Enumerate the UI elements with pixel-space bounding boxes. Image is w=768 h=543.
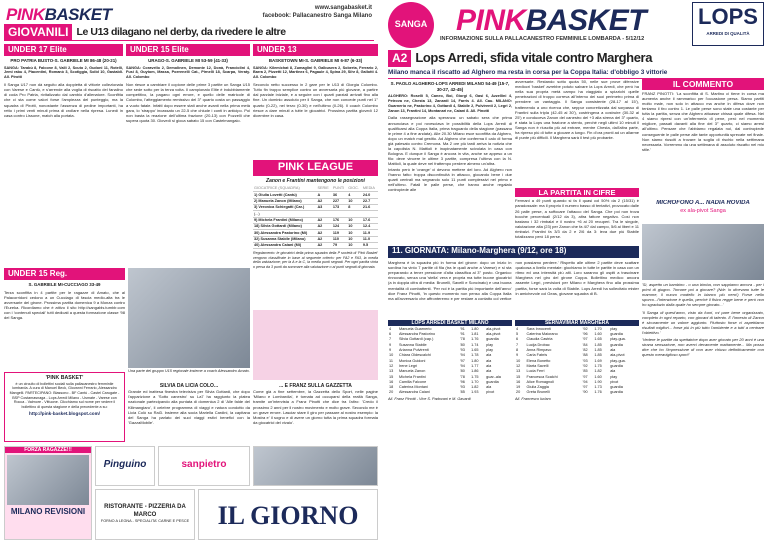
roster-cell: play — [610, 326, 618, 331]
roster-cell: guardia — [610, 331, 623, 336]
roster-row — [388, 390, 512, 395]
roster-cell: Alice Romagnoli — [526, 379, 554, 384]
roster-cell: 4 — [389, 326, 392, 331]
roster-cell: Lucia Ferri — [526, 369, 545, 374]
roster-cell: '91 — [459, 326, 465, 331]
roster-lops-title: LOPS ARREDI BASKET MILANO — [388, 320, 512, 326]
u15-reg-body: Terza sconfitta in 4 partite per le ragazze di Amato, che al Palacorridoni cedono a un Cucciago di fascia medio-alta tra le avversarie del girone. Prossima partita domenica 9 a Monza contro l'Eureka. Ricordiamo che è attivo il sito http://sangabls.tumblr.com con i 'contenuti speciali' tutti dedicati a questa formazione classe '98 del Sanga. — [4, 289, 125, 321]
pink-basket-link[interactable]: http://pink-basket.blogspot.com/ — [29, 410, 100, 416]
table-row: 9) Michela Frantini (Milano) A2 176 10 17.6 — [253, 217, 378, 223]
u13-section — [253, 44, 378, 157]
roster-cell: Arianna Pulvirenti — [398, 347, 429, 352]
match-body-3: avversarie. Restando sotto quota 50, nelle sue prove difensive mediocri 'basket' avrebbe potuto salvare la Lops Arredi, che però ha nella sua propria metà campo ha viaggiato a spizzichi quelle penetrazioni di troppo correva all'interno dei suoi perimetro prima di prendere un vantaggio. Il Sanga consistente (28-17 al 15'), trattenendo a uno ricerca che, seppur concretizzata dal sorpasso di Frantini sulla tripla (42-45 al 30'), costringeva a costruire (30-32 al 25') e conduceva Zanon del canestro del +3 alla sirena del 3° quarto, è stata la Lops una frazione a stento, perché negli ultimi 10 minuti il Sanga non è riuscita più ad entrare, mentre Chesta, dall'altra parte, ha ripreso più di tutte a giocare a lungo. Fin d'ora pronti ad un allarme di punte più difficili. Il Marghera sarà il test più probante. — [515, 79, 639, 141]
match-body-2: Intanto però le 'orange' ci devono mettere del loro. Ad Alghero non l'hanno fatto: troppa discontinuità in attacco, giocando bene i due quarti centrali ma segnando solo 11 punti complessivi nel primo e nell'ultimo. Fatali le palle perse, che hanno anche regalato contropiede alle — [388, 166, 512, 192]
roster-cell: '97 — [582, 337, 588, 342]
roster-cell: '80 — [459, 342, 465, 347]
roster-row — [515, 390, 639, 395]
silvia-body: Grande ed inattesa finestra televisiva per Silvia Gottardi, che dopo l'apparizione a 'Sotto canestro' su La7 ha raggiunto la platea nazionale partecipando alla puntata di domenica 2 di 'Alle falde del Kilimangiaro', il celebre programma di viaggi e natura condotto da Licia Colò su Rai3. Insieme alla socia Mariella Cardini, la capitana del Sanga ha parlato dei suoi viaggi estivi benefici con la 'GazzaMobile'. — [128, 389, 250, 425]
roster-cell: 9 — [389, 342, 392, 347]
roster-cell: '94 — [582, 379, 588, 384]
roster-cell: '80 — [459, 369, 465, 374]
microfono-quotes — [642, 282, 764, 540]
roster-cell: '85 — [582, 369, 588, 374]
roster-cell: 7 — [516, 342, 519, 347]
roster-cell: Lucija Drobac — [526, 342, 550, 347]
ad-sanga-panel[interactable] — [253, 446, 378, 486]
roster-cell: 6 — [516, 337, 519, 342]
roster-cell: Irene Legrì — [398, 363, 418, 368]
col-header: SERIE — [316, 186, 331, 192]
lops-logo-sub: ARREDI DI QUALITÀ — [706, 30, 750, 36]
roster-cell: Carla Fabris — [526, 353, 548, 358]
pink-basket-box — [4, 372, 125, 442]
roster-cell: ala — [610, 347, 616, 352]
sanga-logo-text: SANGA — [394, 19, 428, 30]
forza-label: FORZA RAGAZZE!!! — [5, 447, 91, 453]
roster-cell: 10 — [516, 358, 521, 363]
roster-cell: Caterina Montani — [398, 385, 428, 390]
masthead-basket: BASKET — [525, 4, 647, 37]
roster-cell: '97 — [459, 358, 465, 363]
roster-cell: 1.85 — [594, 342, 602, 347]
roster-cell: guardia — [486, 337, 499, 342]
u13-roster: SANGA: Kilemichat 8, Zumaglini 9, Galbusera 2, Soberta, Ferrario 2, Barra 2, Pizzetti 12, Martinez 6, Pagaule 4, Spina 29, Sihr 8, Gallotti 4. All. Colombo — [253, 65, 378, 80]
roster-cell: Silvia Gottardi (cap.) — [398, 337, 434, 342]
roster-cell: Manuela Guarnerio — [398, 326, 432, 331]
roster-cell: 1.85 — [594, 347, 602, 352]
roster-cell: ala — [486, 353, 492, 358]
roster-cell: 1.60 — [594, 374, 602, 379]
match-roster: ALGHERO: Roselli 5, Caneo, Boi, Giorgi 6, Gasi 6, Azzellini 4, Petrova ne, Chesta 13, Zanardi 14, Farris 4. All. Cau. MILANO: Guarnerio ne, Pastorino 4, Gottardi 4, Stabile 2, Pulvirenti 2, Legri 2, Zanon 13, Frantini 14, Montanari ne, Caiani 8. All. Pinotti — [388, 94, 512, 113]
giornata-body — [388, 260, 639, 318]
pink-league-subtitle: Zanon e Frantini mantengono le posizioni — [266, 177, 365, 184]
sanga-ad-photo — [254, 447, 377, 485]
roster-cell: 15 — [389, 374, 394, 379]
roster-cell: '90 — [582, 390, 588, 395]
roster-cell: 1.93 — [471, 390, 479, 395]
right-subhead: Milano manca il riscatto ad Alghero ma resta in corsa per la Coppa Italia: d'obbligo 3 vittorie — [388, 69, 764, 79]
match-report-col2 — [515, 79, 639, 185]
roster-cell: 1.82 — [471, 385, 479, 390]
roster-cell: 20 — [389, 390, 394, 395]
roster-cell: 7 — [389, 337, 392, 342]
u15-reg-title: UNDER 15 Reg. — [4, 268, 125, 280]
roster-cell: '96 — [582, 331, 588, 336]
facebook-link[interactable]: facebook: Pallacanestro Sanga Milano — [262, 12, 372, 19]
right-page — [384, 0, 768, 543]
match-title: S. PAOLO ALGHERO-LOPS ARREDI MILANO 54-49 (15-7, 30-27, 42-45) — [390, 81, 510, 92]
roster-cell: 1.70 — [594, 326, 602, 331]
roster-cell: 1.70 — [471, 379, 479, 384]
roster-cell: 4 — [516, 326, 519, 331]
giovanili-label: GIOVANILI — [4, 24, 72, 41]
roster-cell: 1.86 — [471, 369, 479, 374]
col-header: MEDIA — [362, 186, 378, 192]
commento-section — [642, 79, 764, 199]
roster-cell: ala-pivot — [486, 331, 501, 336]
roster-marghera-table — [515, 326, 639, 395]
u15-elite-title: UNDER 15 Elite — [126, 44, 250, 56]
u15-reg-section — [4, 268, 125, 368]
roster-cell: 1.85 — [594, 353, 602, 358]
microfono-title: MICROFONO A... NADIA ROVIDA — [656, 200, 750, 206]
roster-cell: 5 — [516, 331, 519, 336]
u15-elite-body: Non riesce a cambiare il copione delle prime 3 partite un Sanga U15 che sede sotto per la terza volta. Il campionato Elite è indubbiamente competitivo, la pagano ogni errore, e quello delle matricole di Colombo, l'atteggiamento remissivo del 3° quarto costa un passaggio a vuoto fatale. Infatti dopo essere stati anche avanti nella prima metà gara, lo 'strappo' incassato un 22-5 che chiude i conti in anticipo. Poi non basta la reazione dell'ultima frazione (20-13) con Pozzelli che supera quota 30. Giovedì si gioca sabato 15 con Castelmangaio. — [126, 82, 250, 123]
roster-cell: '84 — [582, 342, 588, 347]
roster-cell: '78 — [459, 374, 465, 379]
sanpietro-logo: sanpietro — [181, 459, 227, 470]
u15-elite-section — [126, 44, 250, 266]
ad-ristorante[interactable] — [95, 489, 195, 540]
partita-cifre-section — [515, 188, 639, 244]
pink-basket-box-title: 'PINK BASKET' — [45, 375, 84, 381]
roster-cell: 1.82 — [594, 369, 602, 374]
commento-title: IL COMMENTO — [642, 79, 764, 90]
roster-cell: pivot — [610, 379, 619, 384]
roster-cell: 1.73 — [594, 385, 602, 390]
roster-cell: play-gua. — [610, 337, 626, 342]
photo-caption: Una parte del gruppo U15 regionale insieme a coach Alessandro Amato. — [128, 369, 250, 373]
roster-cell: ala — [486, 369, 492, 374]
roster-cell: Chiara Oldescalchi — [398, 353, 431, 358]
ad-pinguino[interactable] — [95, 446, 155, 486]
roster-cell: Claudia Castria — [526, 337, 553, 342]
silvia-title: SILVIA DA LICIA COLÒ... — [159, 383, 219, 389]
roster-cell: 1.76 — [471, 337, 479, 342]
quote-2: 'Il Sanga di quest'anno, visto da fuori, mi pare bene organizzato, completo in ogni reparto, con giovani di talento. E l'innesto di Zanon è sicuramente un valore aggiunto. Piuttosto forse ci aspettiamo risultati migliori... forse più in più tutto l'ambiente e a tutti a centrare l'obiettivo.' — [642, 309, 764, 335]
lops-logo — [692, 2, 764, 46]
ad-photo — [7, 455, 89, 505]
masthead-basket: BASKET — [44, 5, 112, 24]
table-row: 32) Susanna Stabile (Milano) A2 110 10 11.0 — [253, 236, 378, 242]
info-bar: INFORMAZIONE SULLA PALLACANESTRO FEMMINILE LOMBARDA - 5/12/12 — [440, 36, 645, 42]
roster-cell: 1.65 — [594, 337, 602, 342]
ristorante-title: RISTORANTE - PIZZERIA DA MARCO — [104, 504, 186, 518]
table-row: 40) Alessandra Caiani (Mi) A2 79 10 9.5 — [253, 242, 378, 248]
commento-body: FRANZ PINOTTI: 'La sconfitta di S. Martino ci tiene in corsa ma aumenta anche il rammarico per l'occasione persa. Siamo partiti molto male, non solo in attacco ma anche in difesa dove non teniamo il tiro contro 1. Le palle perse sono state una costante per tutta la partita, senza che Alghero attuasse chissà quale difesa. Nei 4 siamo ripresi con un'infermeria di pene, però nel momento migliore, passati davanti alla fine del 3° quarto, ci siamo arresi all'ultimo. Pensare che l'abbiamo regalata noi, dal contropiede conseguente le palle perse alle tante opportunità sprecate nel finale. Non siamo riusciti a trovare la soglia di rischio nella settimana necessaria. Vorremmo da una settimana di assoluto riscatto nel mio stile.' — [642, 90, 764, 152]
roster-cell: 8 — [516, 347, 519, 352]
u13-title: UNDER 13 — [253, 44, 378, 56]
roster-cell: '97 — [582, 374, 588, 379]
ad-sanpietro[interactable] — [158, 446, 250, 486]
roster-cell: 10 — [389, 353, 394, 358]
roster-cell: guardia — [486, 379, 499, 384]
franz-section — [253, 383, 378, 443]
roster-cell: Francesca Scalchi — [526, 374, 558, 379]
u17-title: UNDER 17 Elite — [4, 44, 123, 56]
roster-cell: 12 — [516, 363, 521, 368]
quote-1: 'Sì, aspetto un bambino - o una bimba, non sappiamo ancora - per i primi di giugno. Tornare poi a giocare? (Ndr: lo dicevano tutte le mamme, il nuovo modello in bianco più nero!) Forse nello sporco...l'intenzione è quella, perché il fisico regge bene e però non ho sgraduzio dalla quale ho sempre giocato...' — [642, 282, 764, 308]
col-header: GIOC. — [347, 186, 362, 192]
roster-lops — [388, 320, 512, 540]
roster-cell: '97 — [582, 385, 588, 390]
masthead-pink: PINK — [456, 4, 526, 37]
roster-cell: Sara Innocenti — [526, 326, 552, 331]
ristorante-text: FORNO A LEGNA - SPECIALITA' CARNE E PESCE — [100, 519, 190, 523]
partita-cifre-body: Fermani a 49 punti quando si fa il quasi col 50% da 2 (15/31) è paradossale: ma il proprio il numero basso di tentativi, provocato dalle 26 palle perse, a soffocare l'attacco del Sanga. Che poi non trova bocche percentuali (2/12 da 3), altra fattore negativo. Così non bastano i 32 rimbalzi e il nostro +6 ai 20 recuperi. Tra le singole, valutazione alta (23) per Zanon che fa 4/7 dal campo, 5/6 ai liberi e 11 rimbalzi. Frantini fa 3/3 da 2 e 2/6 da 3: leva due più Stabile totalizzano però 18 perse. — [515, 198, 639, 240]
roster-cell: Michela Frantini — [398, 374, 426, 379]
roster-cell: 6 — [389, 331, 392, 336]
u15-elite-roster: SANGA: Coravello 2, Demolinen, Demonte 12, Donà, Franciolini 4, Fusi 8, Guytom, Massa, Poerenelli Cat., Pirnelli 18, Scarpa, Veraty. All. Colombo — [126, 65, 250, 80]
roster-cell: 1.77 — [471, 363, 479, 368]
pink-league-section — [253, 160, 378, 308]
pink-basket-box-body: è un circuito di bollettini sociali sulla pallacanestro femminile lombarda. A cura di Manuel Beck, Giovanni Ferrario, Alessandro Mangelli. PARTECIPANO: Biassono - BF Cantù - Castel Carugate - BSP Costamasnaga - Lops Arredi Milano - Usmate - Varese con Rocca - Valmore - Vittuone. Clicchiamo sul nome per vedere il bollettino di questa stagione e della precedente a su: — [9, 381, 120, 410]
u15-group-photo — [128, 268, 250, 368]
roster-cell: Alessandra Pastorino — [398, 331, 436, 336]
roster-cell: ala — [486, 385, 492, 390]
roster-cell: guardia — [610, 385, 623, 390]
right-masthead — [456, 2, 646, 40]
roster-cell: 18 — [389, 385, 394, 390]
col-header: PUNTI — [332, 186, 347, 192]
table-row: 1) Giulia Lovetti (Cantù) A 36 4 24.0 — [253, 192, 378, 198]
roster-cell: guardia — [610, 363, 623, 368]
table-row: 3) Veronica Schiegatti (Car.) A3 173 8 21.6 — [253, 204, 378, 210]
franz-title: ... E FRANZ SULLA GAZZETTA — [279, 383, 352, 389]
partita-cifre-title: LA PARTITA IN CIFRE — [515, 188, 639, 197]
il-giorno-logo: IL GIORNO — [217, 501, 359, 530]
roster-cell: 1.65 — [471, 347, 479, 352]
roster-cell: 13 — [516, 369, 521, 374]
roster-cell: '93 — [459, 385, 465, 390]
roster-cell: Alessandra Caiani — [398, 390, 430, 395]
roster-cell: 9 — [389, 347, 392, 352]
roster-cell: 20 — [516, 390, 521, 395]
u13-body: Secondo netto successo in 2 gare per le U13 di Giorgia Colombo. Tutto fin troppo semplice contro un avversaria più giovane, a partire dal parziale iniziale, e a seguire con i quarti parziali arrivati fino alla fine. Un dominio assoluto per il Sanga, che non concede punti nel 1° quarto (0-22), nel terzo (0-30) e nell'ultimo (0-26). Il coach Colombo riesce a dare minuti a tutte le giocatrici. Prossima partita giovedì 12 dicembre in casa. — [253, 82, 378, 118]
pinguino-logo: Pinguino — [103, 459, 147, 470]
pink-league-decor — [253, 310, 378, 380]
roster-cell: 1.78 — [471, 353, 479, 358]
u17-result: PRO PATRIA BUSTO-S. GABRIELE MI 86-48 (20-21) — [10, 58, 117, 63]
roster-cell: 16 — [516, 379, 521, 384]
roster-cell: ala-pivot — [486, 326, 501, 331]
roster-cell: '85 — [459, 390, 465, 395]
u13-result: BASKETOWN MI-S. GABRIELE MI 6-87 (6-33) — [268, 58, 363, 63]
roster-cell: Marta Savelli — [526, 363, 549, 368]
franz-body: Come già a fine settembre, la Gazzetta dello Sport, nelle pagine 'Milano e Lombardia', è tornata ad occuparsi della realtà Sanga, tramite un'intervista a Franz Pinotti che dice tra l'altro: 'Credo il prossimo 2 anni per il nostro movimento e molto grave. Secondo me è un grave errore. Lasciar stare il giro per passare al nostro esempio: la Mostra e' il sogno e di avere un giorno tutta la prima squadra formata da giocatrici del vivaio'. — [253, 389, 378, 425]
milano-revisioni-logo: MILANO REVISIONI — [10, 507, 86, 517]
giornata-title: 11. GIORNATA: Milano-Marghera (9/12, ore 18) — [388, 246, 639, 258]
table-row: 2) Manuela Zanon (Milano) A2 227 10 22.7 — [253, 198, 378, 204]
roster-cell: '93 — [459, 347, 465, 352]
roster-lops-coach: All. Franz Pinotti - Vice S. Padovani e M. Gavardi — [388, 396, 471, 401]
lops-logo-text: LOPS — [698, 4, 758, 29]
ad-forza-ragazze[interactable] — [4, 446, 92, 540]
quote-3: 'Vedere le partite da spettatrice dopo aver giocato per 20 anni è una strana sensazione, non averci decamente mattamente... Ma posso dire che ho l'impressione di non aver chiuso definitivamente con questo meraviglioso sport!' — [642, 337, 764, 358]
u17-body: Il Sanga U17 non dà seguito alla doppietta di vittorie collezionata con Varese e Cantù, e s'arrende alla voglia di riscatto del fanalino di coda Pro Patria, rivitalizzato dal cambio d'allenatore. Sconfitta che ci sta come valori forse l'ampiezza del punteggio, ma la squadra di Pirotti, nonostante l'assenza di pedine importanti, ha retto i primi venti minuti prima di crollare nella ripresa. Lunedì in casa contro Lissone, match alla portata. — [4, 82, 123, 118]
roster-cell: 1.60 — [594, 331, 602, 336]
u17-section — [4, 44, 123, 266]
roster-cell: Elena Bonetto — [526, 358, 551, 363]
microfono-sub: ex ala-pivot Sanga — [680, 207, 726, 214]
roster-cell: Caterina Maiorano — [526, 331, 558, 336]
sanga-logo — [388, 2, 434, 48]
right-headline-bar — [388, 50, 764, 67]
roster-cell: ala-pivot — [610, 353, 625, 358]
website-link[interactable]: www.sangabasket.it — [314, 5, 372, 11]
roster-cell: ala — [486, 363, 492, 368]
u15-reg-result: S. GABRIELE MI-CUCCIAGO 33-49 — [28, 282, 101, 287]
roster-cell: Manuela Zanon — [398, 369, 426, 374]
roster-cell: '91 — [459, 331, 465, 336]
roster-cell: Susanna Stabile — [398, 342, 427, 347]
roster-cell: '96 — [459, 379, 465, 384]
roster-cell: 12 — [389, 363, 394, 368]
right-headline: Lops Arredi, sfida vitale contro Marghera — [415, 50, 653, 66]
roster-cell: 1.69 — [594, 358, 602, 363]
roster-marghera-coach: All. Francesco Iurlaro — [515, 396, 551, 401]
silvia-section — [128, 383, 250, 443]
roster-cell: play — [486, 347, 494, 352]
roster-cell: '94 — [459, 353, 465, 358]
pink-league-title: PINK LEAGUE — [253, 160, 378, 176]
match-report-col1 — [388, 79, 512, 235]
roster-cell: play-gua. — [610, 358, 626, 363]
roster-cell: Camilla Falcone — [398, 379, 427, 384]
roster-cell: '94 — [459, 363, 465, 368]
col-header: GIOCATRICE (SQUADRA) — [253, 186, 316, 192]
roster-cell: '88 — [582, 353, 588, 358]
roster-cell: ala — [486, 358, 492, 363]
roster-cell: 9 — [516, 353, 519, 358]
roster-cell: ala — [610, 369, 616, 374]
a2-tag: A2 — [388, 50, 411, 67]
pink-league-note: Regolamento: le giocatrici della prima squadra della P società di 'Pink Basket' vengono classificate in base al seguente criterio: per FA2 e FA3, la media della valutazione; per la A e la C, la media punti segnati. Per ogni partita vinta o persa da 3 punti da sommare alla valutazione o ai punti segnati di giornata. — [253, 251, 378, 270]
roster-cell: Giulia Zaggia — [526, 385, 549, 390]
u15-elite-result: URAGO-S. GABRIELE MI 53-59 (41-33) — [148, 58, 228, 63]
roster-cell: 11 — [389, 358, 393, 363]
roster-cell: 1.76 — [594, 390, 602, 395]
roster-cell: guar.-ala — [486, 374, 501, 379]
roster-cell: '93 — [582, 358, 588, 363]
roster-cell: '78 — [459, 337, 465, 342]
roster-cell: 13 — [389, 369, 394, 374]
roster-cell: Monica Guidoni — [398, 358, 426, 363]
pink-league-table — [253, 186, 378, 249]
table-row: 18) Silvia Gottardi (Milano) A2 124 10 12.4 — [253, 223, 378, 229]
table-row: 30) Alessandra Pastorino (Mi) A2 119 10 11.9 — [253, 230, 378, 236]
roster-cell: '82 — [582, 347, 588, 352]
roster-marghera — [515, 320, 639, 540]
headline-bar — [4, 24, 374, 41]
roster-cell: 1.80 — [471, 326, 479, 331]
roster-lops-table — [388, 326, 512, 395]
roster-marghera-title: SERNAVIMAR MARGHERA — [515, 320, 639, 326]
left-masthead — [6, 4, 112, 25]
match-body-1: Dalla rassegnazione alla speranza: un sabato sera che prima annunciava e poi rovesciava le possibilità della Lops Arredi di qualificarsi alla Coppa Italia, prima traguardo della stagione (passano le prime 4 a fine andata). Alle 20.30 Milano esce sconfitta da Alghero, dopo un match mal gestito. Ad Alghero che conferma il calo di forma già palesato contro Cremona. Ma 2 ore più tardi arriva la notizia che la capolista N. Mattioli è inopinatamente scivolata in casa con Bologna. E dunque il Sanga è ancora in vita, anche se appeso a un filo: deve vincere le ultime 3 partite, compresa l'ultima con la N. Mattioli, la quale deve nel frattempo perdere almeno un'altra. — [388, 115, 512, 167]
roster-cell: 1.75 — [471, 374, 479, 379]
roster-cell: '92 — [582, 326, 588, 331]
left-contacts — [263, 5, 372, 20]
giornata-text: Marghera è la squadra più in forma del girone: dopo un inizio in sordina ha vinto 7 partite di fila (tra le quali anche a Varese) e si sta preparando a tener pressione d'alta classifica al 3° posto. Organico rinnovato, senza una 'stella' vera e propria ma tutte buone giocatrici (a in doppia cifra di media: Brunelli, Savelli e Soncinato) e una buona mentalità di combattenti. 'Per noi è la partita più importante dell'anno' dice Franz Pinotti, 'in questo momento non penso alla Coppa Italia ma all'avversario che affronteremo e per restare a contatto col vertice non possiamo perdere.' Rispetto alle ultime 2 partite deve scattare qualcosa a livello mentale: giochiamo in tutte le partite in casa con un ritmo ed una intensità più alti. Loro saranno gli ospiti a trascinare Marghera nel giro del girone Coppa. Bollettino medico: ancora assente Legrì, previsioni per Milano e Marghera fino alla prossima partita, forse sarà la volta di Stabile. Lops Arredi ha sollecitato mister in amichevole col Geas, giovane squadra di B. — [388, 260, 639, 301]
roster-cell: 1.74 — [471, 342, 479, 347]
roster-cell: Greta Brunelli — [526, 390, 550, 395]
roster-cell: guardia — [610, 390, 623, 395]
roster-cell: '92 — [582, 363, 588, 368]
roster-cell: pivot — [486, 390, 495, 395]
table-row: (...) — [253, 211, 378, 217]
roster-cell: play — [486, 342, 494, 347]
roster-cell: 16 — [389, 379, 394, 384]
roster-cell: 1.75 — [594, 363, 602, 368]
nadia-rovida-photo — [642, 224, 764, 280]
left-headline: Le U13 dilagano nel derby, da rivedere le altre — [72, 24, 374, 41]
roster-cell: 1.81 — [471, 331, 479, 336]
roster-cell: guardia — [610, 342, 623, 347]
roster-cell: Anna Rimpavo — [526, 347, 552, 352]
masthead-pink: PINK — [6, 5, 45, 24]
u17-roster: SANGA: Tarabù 8, Falcone 8, Valli 2, Scuto 2, Gudoni 11, Rotelli, Jemi rabu 4, Piacentini, Romanò 3, Scotiggia, Solid 10, Gastaldi. All. Pirotti — [4, 65, 123, 80]
roster-cell: 1.80 — [471, 358, 479, 363]
roster-cell: 15 — [516, 374, 521, 379]
roster-cell: play — [610, 374, 618, 379]
roster-cell: 1.90 — [594, 379, 602, 384]
ad-il-giorno[interactable] — [198, 489, 378, 540]
roster-cell: 19 — [516, 385, 521, 390]
